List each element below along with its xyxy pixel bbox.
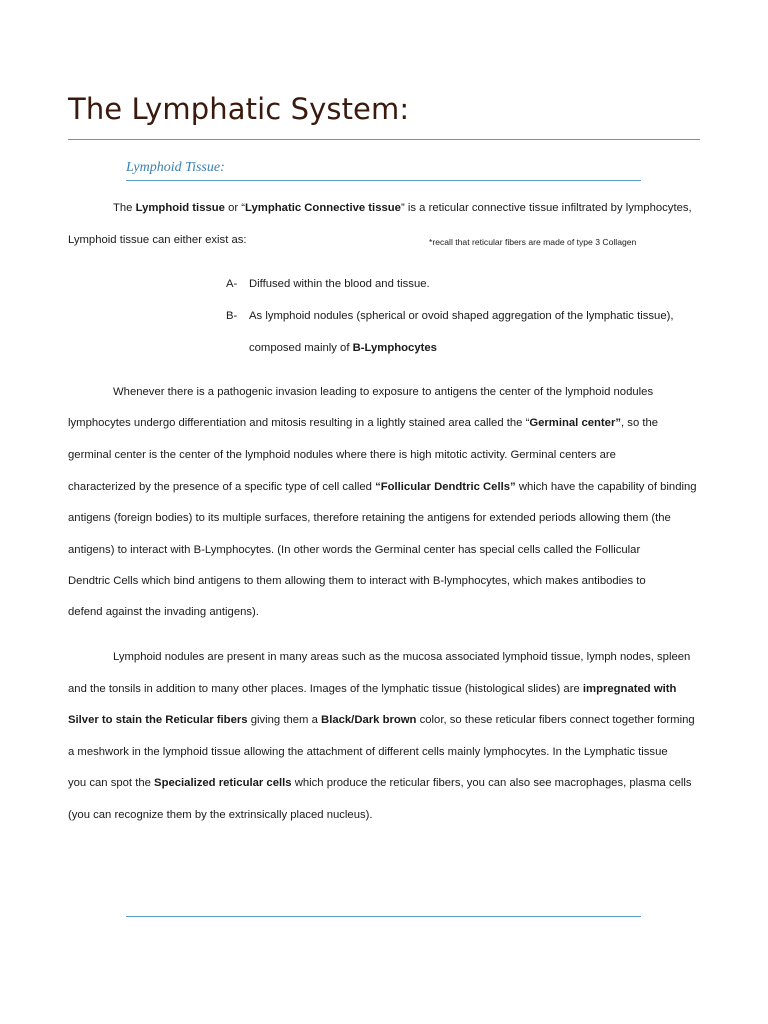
para1-line-1: Whenever there is a pathogenic invasion leading to exposure to antigens the center of the lymphoid nodules (113, 386, 654, 398)
para-bold: impregnated with (582, 683, 677, 695)
intro-text: The (113, 202, 136, 214)
intro-bold: Lymphoid tissue (135, 202, 225, 214)
para2-line-5 (68, 776, 692, 790)
para2-line-1: Lymphoid nodules are present in many areas such as the mucosa associated lymphoid tissue, lymph nodes, spleen (113, 651, 691, 663)
intro-bold: Lymphatic Connective tissue (245, 202, 401, 214)
list-item-a: Diffused within the blood and tissue. (249, 278, 430, 290)
para-bold: Specialized reticular cells (154, 777, 292, 789)
para1-line-8: defend against the invading antigens). (68, 606, 259, 618)
para-text: color, so these reticular fibers connect together forming (416, 714, 695, 726)
para1-line-6: antigens) to interact with B-Lymphocytes. (In other words the Germinal center has special cells called the Follicular (68, 544, 641, 556)
para2-line-2 (68, 682, 676, 696)
para-text: lymphocytes undergo differentiation and mitosis resulting in a lightly stained area called the “ (68, 417, 530, 429)
list-marker-b: B- (226, 310, 238, 322)
para-bold: Germinal center” (529, 417, 622, 429)
para-text: which have the capability of binding (515, 481, 697, 493)
para2-line-6: (you can recognize them by the extrinsically placed nucleus). (68, 809, 373, 821)
list-marker-a: A- (226, 278, 238, 290)
list-item-text: composed mainly of (249, 342, 353, 354)
para1-line-5: antigens (foreign bodies) to its multiple surfaces, therefore retaining the antigens for extended periods allowing them (the (68, 512, 671, 524)
intro-text: ” is a reticular connective tissue infiltrated by lymphocytes, (400, 202, 692, 214)
intro-line-1 (113, 201, 692, 215)
para-text: characterized by the presence of a specific type of cell called (68, 481, 376, 493)
title-divider (68, 139, 700, 140)
document-title: The Lymphatic System: (68, 92, 410, 126)
para1-line-7: Dendtric Cells which bind antigens to them allowing them to interact with B-lymphocytes, which makes antibodies to (68, 575, 646, 587)
para-text: , so the (621, 417, 659, 429)
para-bold: “Follicular Dendtric Cells” (375, 481, 516, 493)
para-bold: Silver to stain the Reticular fibers (68, 714, 248, 726)
intro-line-2: Lymphoid tissue can either exist as: (68, 234, 247, 246)
para-text: you can spot the (68, 777, 155, 789)
para-text: and the tonsils in addition to many other places. Images of the lymphatic tissue (histological slides) are (68, 683, 583, 695)
side-note: *recall that reticular fibers are made of type 3 Collagen (429, 237, 637, 247)
list-item-bold: B-Lymphocytes (352, 342, 437, 354)
para1-line-2 (68, 416, 658, 430)
para-text: giving them a (247, 714, 322, 726)
para-text: which produce the reticular fibers, you can also see macrophages, plasma cells (291, 777, 692, 789)
list-item-b-line-2 (249, 341, 437, 355)
para2-line-4: a meshwork in the lymphoid tissue allowing the attachment of different cells mainly lymphocytes. In the Lymphatic tissue (68, 746, 668, 758)
bottom-divider (126, 916, 641, 917)
para2-line-3 (68, 713, 695, 727)
para1-line-4 (68, 480, 697, 494)
section-divider (126, 180, 641, 181)
intro-text: or “ (224, 202, 246, 214)
section-heading: Lymphoid Tissue: (126, 160, 225, 175)
list-item-b-line-1: As lymphoid nodules (spherical or ovoid shaped aggregation of the lymphatic tissue), (249, 310, 674, 322)
para-bold: Black/Dark brown (321, 714, 417, 726)
para1-line-3: germinal center is the center of the lymphoid nodules where there is high mitotic activity. Germinal centers are (68, 449, 616, 461)
